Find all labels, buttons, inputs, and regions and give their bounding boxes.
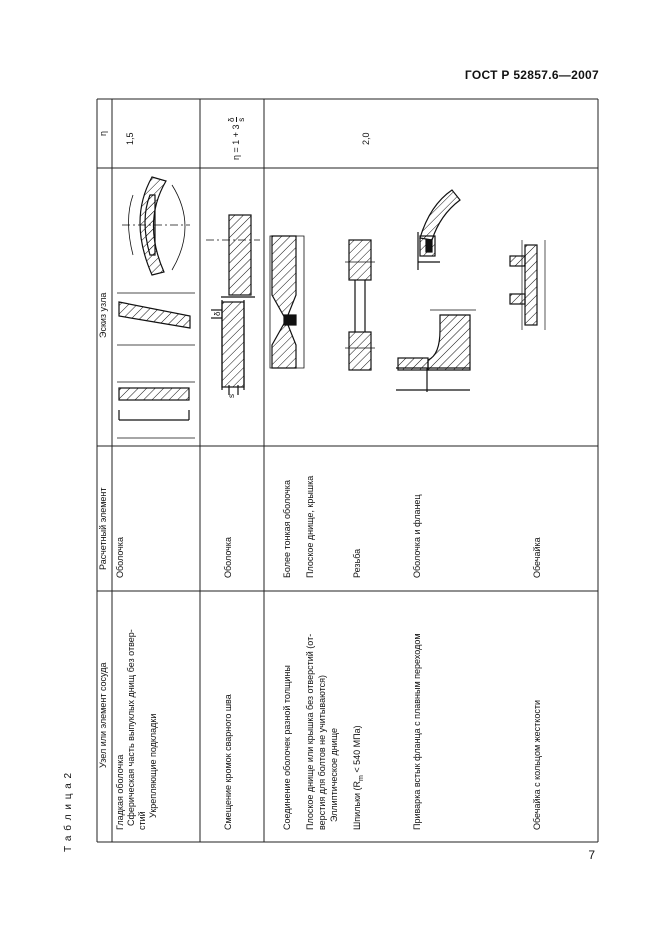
row2-eta-numerator: δ: [227, 117, 236, 122]
header-sketch: Эскиз узла: [98, 292, 108, 338]
sketch-edge-offset: [206, 215, 260, 395]
studs-text: Шпильки (R: [352, 780, 362, 830]
row3-element-line: Оболочка и фланец: [412, 494, 422, 578]
sketch-smooth-shell: [117, 382, 195, 438]
header-element: Расчетный элемент: [98, 487, 108, 570]
row3-node-line: Приварка встык фланца с плавным переходом: [412, 633, 422, 830]
row2-eta-denominator: s: [237, 117, 246, 122]
row3-eta: 2,0: [361, 132, 371, 145]
studs-subscript: m: [357, 775, 365, 781]
row3-node-line: верстия для болтов не учитываются): [317, 674, 327, 830]
header-node: Узел или элемент сосуда: [98, 662, 108, 768]
sketch-spherical-head: [122, 177, 190, 275]
row3-node-line: Эллиптическое днище: [329, 727, 339, 822]
sketch-stud: [345, 240, 375, 370]
sketch-stiffening-ring: [510, 240, 545, 330]
standard-designation: ГОСТ Р 52857.6—2007: [464, 68, 599, 82]
row1-node-line: Гладкая оболочка: [115, 754, 125, 830]
row1-element: Оболочка: [115, 537, 125, 578]
row1-eta: 1,5: [125, 132, 135, 145]
row1-node-line: Сферическая часть выпуклых днищ без отвер-: [126, 629, 136, 826]
row3-element-line: Более тонкая оболочка: [282, 480, 292, 578]
sketch-curved-head: [418, 190, 460, 270]
sketch-label-delta: δ: [213, 311, 222, 316]
sketch-label-s: s: [227, 394, 236, 398]
row1-node-line: Укрепляющие подкладки: [148, 713, 158, 818]
studs-limit: < 540 МПа): [352, 725, 362, 776]
row2-element: Оболочка: [223, 537, 233, 578]
page-number: 7: [588, 848, 595, 862]
row3-element-line: Плоское днище, крышка: [305, 475, 315, 578]
header-eta: η: [98, 130, 108, 136]
row3-element-line: Обечайка: [532, 537, 542, 578]
sketch-sphere-part: [117, 293, 195, 345]
row2-node: Смещение кромок сварного шва: [223, 694, 233, 830]
row3-node-line: Соединение оболочек разной толщины: [282, 665, 292, 830]
row3-node-line: Обечайка с кольцом жесткости: [532, 700, 542, 830]
sketch-thickness-transition: [270, 236, 304, 368]
sketch-flange: [396, 310, 476, 392]
row3-element-line: Резьба: [352, 548, 362, 578]
row3-node-line: Плоское днище или крышка без отверстий (от-: [305, 633, 315, 830]
row2-eta-formula: η = 1 + 3: [230, 124, 241, 160]
table-caption: Т а б л и ц а 2: [63, 771, 74, 852]
row1-node-line: стий: [137, 811, 147, 830]
